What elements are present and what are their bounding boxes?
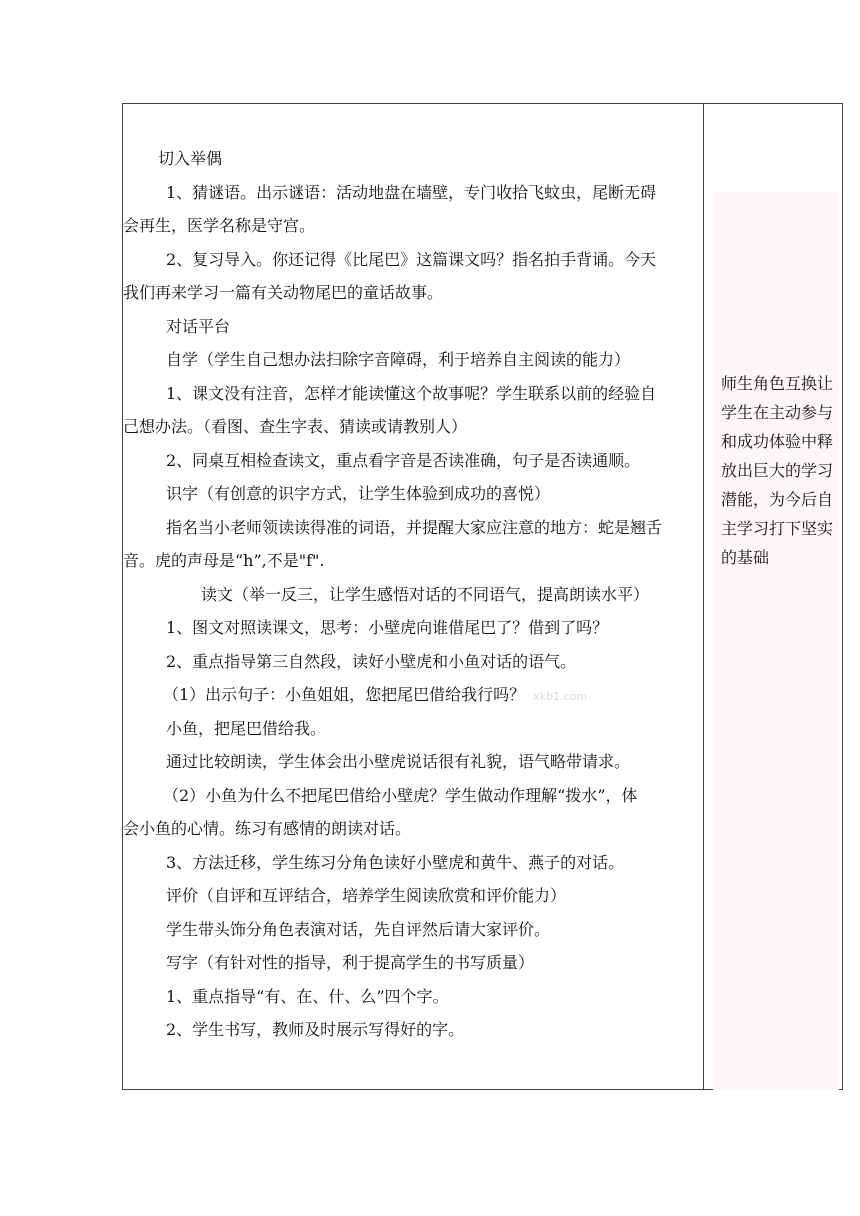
paragraph-line: 1、重点指导“有、在、什、么”四个字。: [166, 987, 449, 1006]
watermark: xkb1.com: [533, 690, 588, 703]
paragraph-line: 2、学生书写，教师及时展示写得好的字。: [166, 1020, 465, 1039]
paragraph-line: 学生带头饰分角色表演对话，先自评然后请大家评价。: [166, 920, 551, 939]
subsection-heading-writing: 写字（有针对性的指导，利于提高学生的书写质量）: [166, 953, 535, 972]
subsection-heading-self-study: 自学（学生自己想办法扫除字音障碍，利于培养自主阅读的能力）: [166, 350, 631, 369]
paragraph-line: 会再生，医学名称是守宫。: [123, 216, 316, 235]
paragraph-line: 会小鱼的心情。练习有感情的朗读对话。: [123, 819, 412, 838]
paragraph-line: 2、重点指导第三自然段，读好小壁虎和小鱼对话的语气。: [166, 652, 577, 671]
section-heading-dialogue: 对话平台: [166, 317, 231, 336]
note-line: 和成功体验中释: [721, 432, 834, 451]
sentence-text: （1）出示句子：小鱼姐姐，您把尾巴借给我行吗？: [163, 685, 526, 704]
paragraph-line: 通过比较朗读，学生体会出小壁虎说话很有礼貌，语气略带请求。: [166, 752, 631, 771]
paragraph-line: 音。虎的声母是“h”,不是"f".: [123, 551, 325, 570]
paragraph-line: 2、复习导入。你还记得《比尾巴》这篇课文吗？指名拍手背诵。今天: [166, 250, 657, 269]
paragraph-line: [163, 685, 587, 707]
subsection-heading-evaluation: 评价（自评和互评结合，培养学生阅读欣赏和评价能力）: [166, 886, 567, 905]
paragraph-line: 1、猜谜语。出示谜语：活动地盘在墙壁，专门收拾飞蚊虫，尾断无碍: [166, 183, 657, 202]
note-line: 学生在主动参与: [721, 403, 834, 422]
note-cell-shading: [713, 192, 839, 1090]
paragraph-line: 1、课文没有注音，怎样才能读懂这个故事呢？学生联系以前的经验自: [166, 384, 657, 403]
lesson-table: [122, 103, 843, 1090]
paragraph-line: 我们再来学习一篇有关动物尾巴的童话故事。: [123, 283, 444, 302]
note-line: 潜能，为今后自: [721, 490, 834, 509]
section-heading-intro: 切入举偶: [158, 149, 223, 168]
column-divider: [703, 104, 704, 1089]
paragraph-line: 指名当小老师领读读得准的词语，并提醒大家应注意的地方：蛇是翘舌: [166, 518, 663, 537]
teaching-note-cell: [721, 374, 839, 577]
subsection-heading-literacy: 识字（有创意的识字方式，让学生体验到成功的喜悦）: [166, 484, 551, 503]
paragraph-line: 小鱼，把尾巴借给我。: [166, 719, 327, 738]
paragraph-line: 己想办法。（看图、查生字表、猜读或请教别人）: [123, 417, 468, 436]
subsection-heading-reading: 读文（举一反三，让学生感悟对话的不同语气，提高朗读水平）: [201, 585, 650, 604]
note-line: 的基础: [721, 548, 770, 567]
note-line: 主学习打下坚实: [721, 519, 834, 538]
paragraph-line: 1、图文对照读课文，思考：小壁虎向谁借尾巴了？借到了吗？: [166, 618, 609, 637]
paragraph-line: 2、同桌互相检查读文，重点看字音是否读准确，句子是否读通顺。: [166, 451, 641, 470]
paragraph-line: （2）小鱼为什么不把尾巴借给小壁虎？学生做动作理解“拨水”，体: [163, 786, 638, 805]
note-line: 放出巨大的学习: [721, 461, 834, 480]
note-line: 师生角色互换让: [721, 374, 834, 393]
paragraph-line: 3、方法迁移，学生练习分角色读好小壁虎和黄牛、燕子的对话。: [166, 853, 625, 872]
